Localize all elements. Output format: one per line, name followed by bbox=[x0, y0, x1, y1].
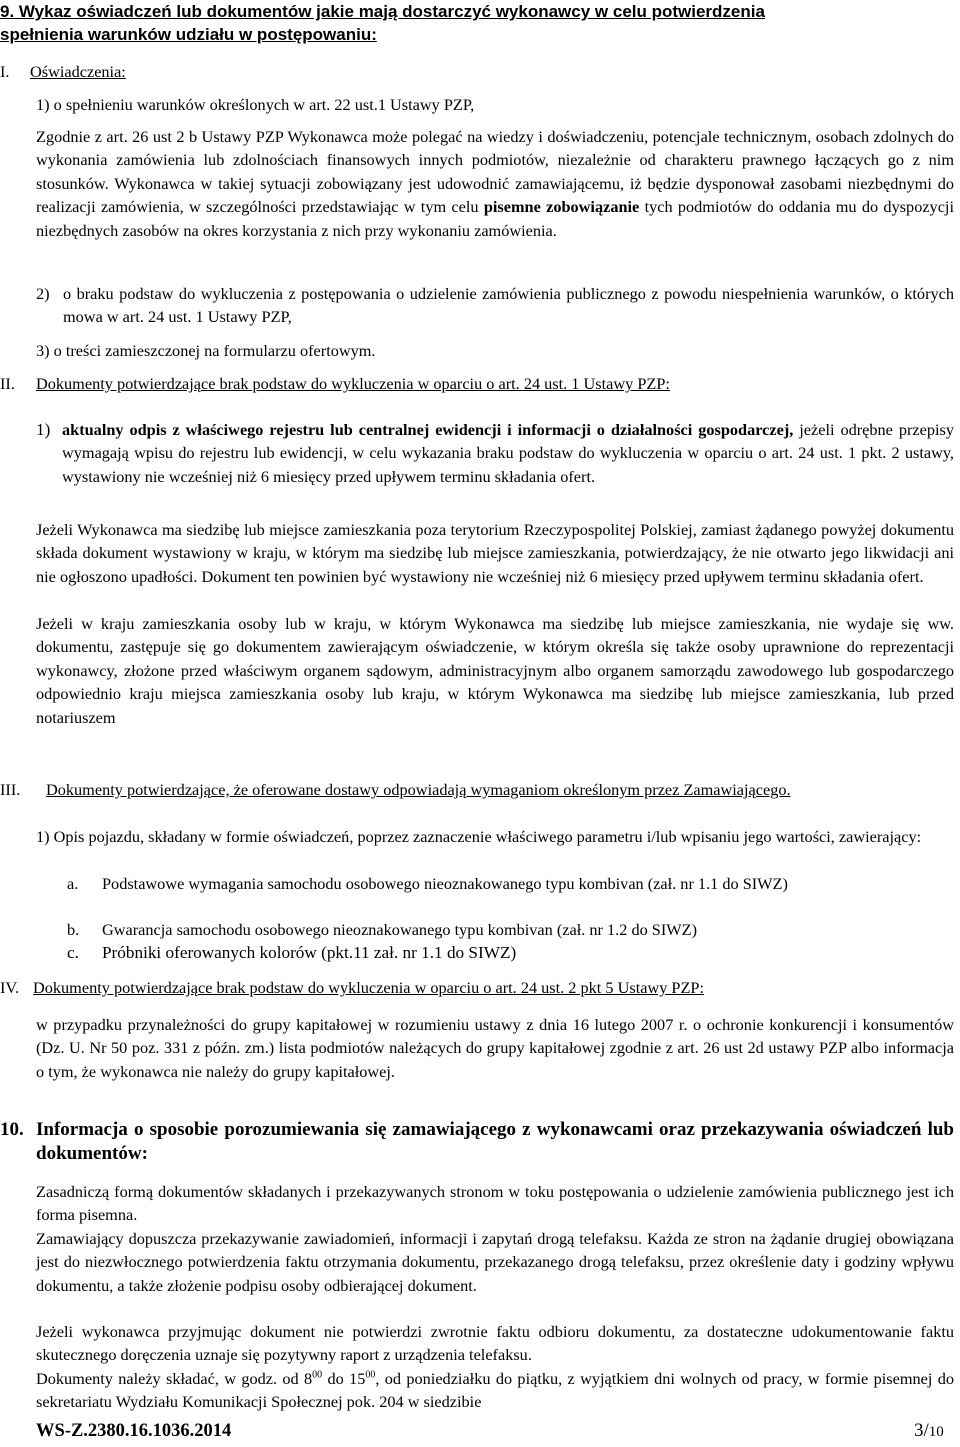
page-number: 3/10 bbox=[914, 1420, 944, 1441]
part-2-foreign-paragraph: Jeżeli Wykonawca ma siedzibę lub miejsce zamieszkania poza terytorium Rzeczypospolitej Polskiej, zamiast żądanego powyżej dokumentu składa dokument wystawiony w kraju, w którym ma siedzibę lub miejsce zamieszkania, potwierdzający, że nie otwarto jego likwidacji ani nie ogłoszono upadłości. Dokument ten powinien być wystawiony nie wcześniej niż 6 miesięcy przed upływem terminu składania ofert. bbox=[36, 520, 954, 586]
part-4-heading: IV. Dokumenty potwierdzające brak podstaw do wykluczenia w oparciu o art. 24 ust. 2 pkt 5 Ustawy PZP: bbox=[0, 978, 704, 997]
part-3-sub-a: a. Podstawowe wymagania samochodu osobowego nieoznakowanego typu kombivan (zał. nr 1.1 do SIWZ) bbox=[67, 874, 788, 893]
section-10-paragraph-4: Dokumenty należy składać, w godz. od $8^{00}$ do $15^{00}$, od poniedziałku do piątku, z wyjątkiem dni wolnych od pracy, w formie pisemnej do sekretariatu Wydziału Komunikacji Społecznej pok. 204 w siedzibie bbox=[36, 1369, 954, 1412]
part-2-heading: II. Dokumenty potwierdzające brak podstaw do wykluczenia w oparciu o art. 24 ust. 1 Ustawy PZP: bbox=[0, 374, 670, 393]
part-3-sub-c: c. Próbniki oferowanych kolorów (pkt.11 zał. nr 1.1 do SIWZ) bbox=[67, 943, 517, 962]
part-1-item-1: 1) o spełnieniu warunków określonych w art. 22 ust.1 Ustawy PZP, bbox=[36, 95, 475, 114]
part-1-item-1-paragraph: Zgodnie z art. 26 ust 2 b Ustawy PZP Wykonawca może polegać na wiedzy i doświadczeniu, potencjale technicznym, osobach zdolnych do wykonania zamówienia lub zdolnościach finansowych innych podmiotów, niezależnie od charakteru prawnego łączących go z nim stosunków. Wykonawca w takiej sytuacji zobowiązany jest udowodnić zamawiającemu, iż będzie dysponował zasobami niezbędnymi do realizacji zamówienia, w szczególności przedstawiając w tym celu pisemne zobowiązanie tych podmiotów do oddania mu do dyspozycji niezbędnych zasobów na okres korzystania z nich przy wykonaniu zamówienia. bbox=[36, 127, 954, 240]
part-1-heading: I. Oświadczenia: bbox=[0, 62, 126, 81]
part-4-paragraph: w przypadku przynależności do grupy kapitałowej w rozumieniu ustawy z dnia 16 lutego 2007 r. o ochronie konkurencji i konsumentów (Dz. U. Nr 50 poz. 331 z późn. zm.) lista podmiotów należących do grupy kapitałowej zgodnie z art. 26 ust 2d ustawy PZP albo informacja o tym, że wykonawca nie należy do grupy kapitałowej. bbox=[36, 1015, 954, 1081]
part-3-heading: III. Dokumenty potwierdzające, że oferowane dostawy odpowiadają wymaganiom określonym przez Zamawiającego. bbox=[0, 780, 791, 799]
section-10-paragraph-3: Jeżeli wykonawca przyjmując dokument nie potwierdzi zwrotnie faktu odbioru dokumentu, za dostateczne udokumentowanie faktu skutecznego doręczenia uznaje się pozytywny raport z urządzenia telefaksu. bbox=[36, 1322, 954, 1365]
section-10-paragraph-2: Zamawiający dopuszcza przekazywanie zawiadomień, informacji i zapytań drogą telefaksu. Każda ze stron na żądanie drugiej obowiązana jest do niezwłocznego potwierdzenia faktu otrzymania dokumentu, przekazanego drogą telefaksu, przez określenie daty i godziny wpływu dokumentu, a także złożenie podpisu osoby odbierającej dokument. bbox=[36, 1229, 954, 1295]
part-2-item-1: 1) aktualny odpis z właściwego rejestru lub centralnej ewidencji i informacji o działalności gospodarczej, jeżeli odrębne przepisy wymagają wpisu do rejestru lub ewidencji, w celu wykazania braku podstaw do wykluczenia w oparciu o art. 24 ust. 1 pkt. 2 ustawy, wystawiony nie wcześniej niż 6 miesięcy przed upływem terminu składania ofert. bbox=[36, 420, 954, 486]
part-3-item-1: 1) Opis pojazdu, składany w formie oświadczeń, poprzez zaznaczenie właściwego parametru i/lub wpisaniu jego wartości, zawierający: bbox=[36, 827, 922, 846]
part-1-item-2: 2) o braku podstaw do wykluczenia z postępowania o udzielenie zamówienia publicznego z powodu niespełnienia warunków, o których mowa w art. 24 ust. 1 Ustawy PZP, bbox=[36, 284, 954, 327]
part-2-notary-paragraph: Jeżeli w kraju zamieszkania osoby lub w kraju, w którym Wykonawca ma siedzibę lub miejsce zamieszkania, nie wydaje się ww. dokumentu, zastępuje się go dokumentem zawierającym oświadczenie, w którym określa się także osoby uprawnione do reprezentacji wykonawcy, złożone przed właściwym organem sądowym, administracyjnym albo organem samorządu zawodowego lub gospodarczego odpowiednio kraju miejsca zamieszkania osoby lub kraju, w którym Wykonawca ma siedzibę lub miejsce zamieszkania, lub przed notariuszem bbox=[36, 614, 954, 727]
section-10-paragraph-1: Zasadniczą formą dokumentów składanych i przekazywanych stronom w toku postępowania o udzielenie zamówienia publicznego jest ich forma pisemna. bbox=[36, 1182, 954, 1225]
document-code: WS-Z.2380.16.1036.2014 bbox=[36, 1421, 232, 1441]
section-9-heading: 9. Wykaz oświadczeń lub dokumentów jakie mają dostarczyć wykonawcy w celu potwierdzenia spełnienia warunków udziału w postępowaniu: bbox=[0, 2, 765, 44]
section-10-heading: 10. Informacja o sposobie porozumiewania się zamawiającego z wykonawcami oraz przekazywania oświadczeń lub dokumentów: bbox=[0, 1119, 954, 1164]
part-1-item-3: 3) o treści zamieszczonej na formularzu ofertowym. bbox=[36, 341, 376, 360]
part-3-sub-b: b. Gwarancja samochodu osobowego nieoznakowanego typu kombivan (zał. nr 1.2 do SIWZ) bbox=[67, 920, 698, 939]
